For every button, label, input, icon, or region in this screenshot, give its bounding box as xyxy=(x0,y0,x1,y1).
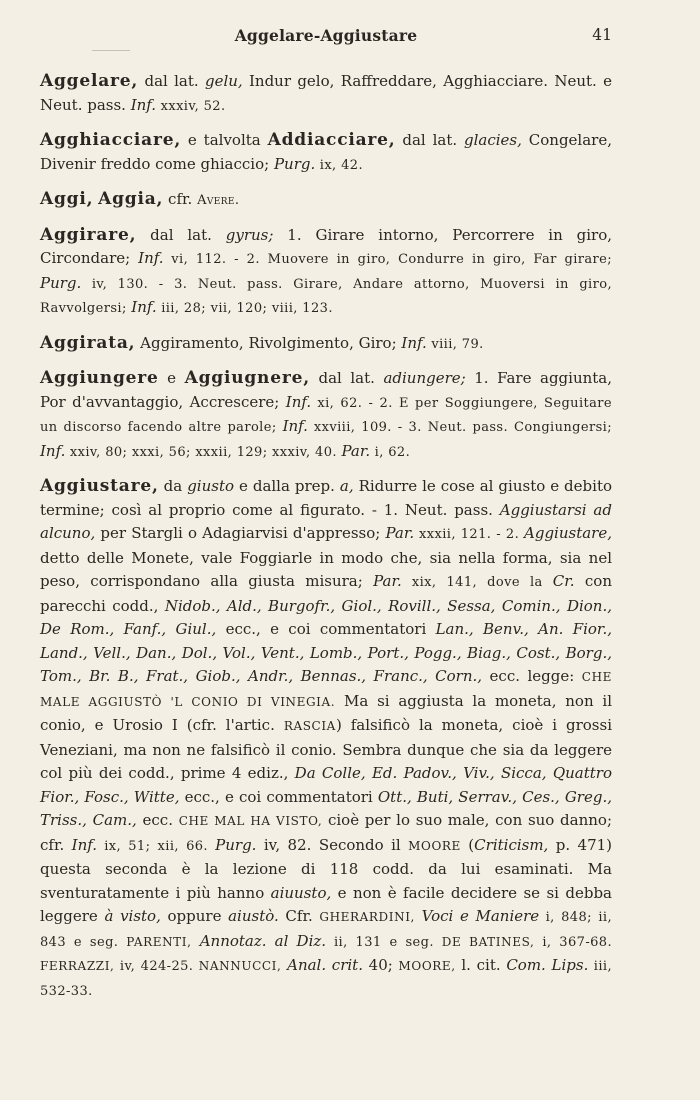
etymon: adiungere; xyxy=(383,369,466,387)
citation-work: Par. xyxy=(373,572,402,590)
text: l. cit. xyxy=(455,956,507,974)
entry-aggelare xyxy=(40,70,612,118)
citation-work: Inf. xyxy=(282,417,308,435)
book-title: Anal. crit. xyxy=(287,956,363,974)
text: Ridurre le cose al giusto e debito termine; così al proprio come al figurato. - 1. Neut. pass. xyxy=(40,477,612,519)
text: xi, 62. - 2. E per Soggiungere, Seguitare un discorso facendo altre parole; xyxy=(40,395,612,435)
text: con parecchi codd., xyxy=(40,572,612,615)
term: Aggiustare, xyxy=(524,524,612,542)
text: ( xyxy=(460,835,475,854)
text: da xyxy=(158,477,188,495)
text: dal lat. xyxy=(136,225,226,244)
cross-reference: RASCIA xyxy=(283,719,336,733)
text: iv, 424-25. xyxy=(114,959,199,974)
citation-work: Inf. xyxy=(71,835,98,854)
quoted-verse: CHE MAL HA VISTO, xyxy=(178,814,323,828)
cross-reference: Avere. xyxy=(197,193,240,208)
text: per Stargli o Adagiarvisi d'appresso; xyxy=(95,524,386,542)
text: iii, 532-33. xyxy=(40,959,613,999)
phrase: Aggiustarsi ad alcuno, xyxy=(40,500,612,542)
text: xxiv, 80; xxxi, 56; xxxii, 129; xxxiv, 40. xyxy=(65,444,342,460)
headword: Aggi, xyxy=(40,189,94,209)
text: 1. Fare aggiunta, Por d'avvantaggio, Accrescere; xyxy=(40,369,613,411)
headword-variant: Addiacciare, xyxy=(267,130,396,150)
text: ecc. legge: xyxy=(482,667,582,685)
entry-aggirata xyxy=(40,332,612,357)
text: ecc., e coi commentatori xyxy=(216,620,436,638)
etymon: glacies, xyxy=(464,131,522,149)
text: xxxii, 121. - 2. xyxy=(414,527,525,542)
book-title: Criticism, xyxy=(474,835,549,854)
headword-variant: Aggia, xyxy=(98,189,164,209)
headword: Aggirare, xyxy=(40,224,137,245)
text: cioè per lo suo male, con suo danno; cfr. xyxy=(40,811,613,854)
commentators-list: Ott., Buti, Serrav., Ces., Greg., Triss., Cam., xyxy=(40,787,612,829)
text: Aggiramento, Rivolgimento, Giro; xyxy=(135,333,402,352)
book-title: Com. Lips. xyxy=(506,956,589,974)
text: 40; xyxy=(362,956,399,974)
term: giusto xyxy=(187,477,235,495)
citation-work: Par. xyxy=(341,441,371,460)
editions-list: Nidob., Ald., Burgofr., Giol., Rovill., Sessa, Comin., Dion., De Rom., Fanf., Giul., xyxy=(40,596,613,638)
author-name: MOORE, xyxy=(398,959,456,973)
page-header xyxy=(40,26,612,48)
citation-ref: i, 62. xyxy=(370,444,411,460)
text: iv, 82. Secondo il xyxy=(256,835,409,854)
text: Congelare, Divenir freddo come ghiaccio; xyxy=(40,131,612,173)
text: xxviii, 109. - 3. Neut. pass. Congiungersi; xyxy=(307,420,612,435)
text: vi, 112. - 2. Muovere in giro, Condurre in giro, Far girare; xyxy=(163,252,613,267)
text: e non è facile decidere se si debba leggere xyxy=(40,883,612,925)
text: e xyxy=(158,369,185,387)
etymon: gyrus; xyxy=(225,225,274,244)
text: ii, 131 e seg. xyxy=(326,934,442,950)
text: dal lat. xyxy=(395,131,465,149)
citation-ref: viii, 79. xyxy=(426,336,484,352)
author-name: DE BATINES, xyxy=(441,934,535,949)
citation-work: Inf. xyxy=(285,392,312,411)
text: detto delle Monete, vale Foggiarle in modo che, sia nella forma, sia nel peso, corrispondano alla giusta misura; xyxy=(40,548,612,590)
text: Ma si aggiusta la moneta, non il conio, e Urosio I (cfr. l'artic. xyxy=(40,691,612,734)
headword: Aggirata, xyxy=(40,332,136,353)
text xyxy=(192,932,200,950)
text: dal lat. xyxy=(309,369,384,387)
source-abbrev: Cr. xyxy=(552,572,575,590)
term: a, xyxy=(339,477,354,495)
entry-aggirare xyxy=(40,224,612,321)
text: ecc. xyxy=(136,811,179,829)
citation-work: Purg. xyxy=(215,835,257,854)
text: i, 367-68. xyxy=(534,934,612,950)
citation-ref: iii, 28; vii, 120; viii, 123. xyxy=(156,301,333,316)
commentators-list: Lan., Benv., An. Fior., Land., Vell., Dan., Dol., Vol., Vent., Lomb., Port., Pogg., Biag., Cost., Borg., Tom., Br. B., Frat., Giob., Andr., Bennas., Franc., Corn., xyxy=(40,620,612,685)
citation-work: Par. xyxy=(385,524,415,542)
author-name: NANNUCCI, xyxy=(198,959,282,973)
text xyxy=(415,907,422,925)
text: e dalla prep. xyxy=(234,477,340,495)
etymon: gelu, xyxy=(204,72,243,90)
citation-ref: ix, 42. xyxy=(315,157,363,173)
text: dal lat. xyxy=(138,72,205,90)
entry-aggi xyxy=(40,188,612,213)
book-title: Annotaz. al Diz. xyxy=(199,931,327,950)
citation-work: Inf. xyxy=(138,249,164,267)
text: xix, 141, dove la xyxy=(401,575,553,590)
headword: Agghiacciare, xyxy=(40,130,182,150)
citation-work: Inf. xyxy=(401,333,427,352)
citation-work: Purg. xyxy=(273,154,316,173)
headword: Aggiustare, xyxy=(40,476,159,496)
text: ix, 51; xii, 66. xyxy=(97,838,216,854)
headword: Aggelare, xyxy=(40,71,139,91)
reading-variant: aiuusto, xyxy=(270,883,332,902)
running-head: Aggelare-Aggiustare xyxy=(234,26,418,45)
print-smudge xyxy=(92,50,130,51)
citation-work: Inf. xyxy=(131,298,157,316)
citation-ref: xxxiv, 52. xyxy=(156,98,226,114)
author-name: MOORE xyxy=(408,838,461,853)
text: p. 471) questa seconda è la lezione di 118 codd. da lui esaminati. Ma sventuratamente i più hanno xyxy=(40,835,613,902)
author-name: PARENTI, xyxy=(126,934,192,949)
text: ) falsificò la moneta, cioè i grossi Veneziani, ma non ne falsificò il conio. Sembra dunque che sia da leggere col più dei codd., prime 4 ediz., xyxy=(40,716,613,782)
citation-work: Inf. xyxy=(40,441,66,460)
reading-variant: aiustò. xyxy=(228,907,279,925)
book-title: Voci e Maniere xyxy=(421,907,540,925)
headword-variant: Aggiugnere, xyxy=(184,368,310,388)
text: oppure xyxy=(160,907,229,925)
entry-agghiacciare xyxy=(40,129,612,177)
text: ecc., e coi commentatori xyxy=(179,787,378,806)
reading-variant: à visto, xyxy=(104,907,161,925)
headword: Aggiungere xyxy=(40,368,159,388)
editions-list: Da Colle, Ed. Padov., Viv., Sicca, Quattro Fior., Fosc., Witte, xyxy=(40,764,612,806)
text: 1. Girare intorno, Percorrere in giro, Circondare; xyxy=(40,225,612,267)
text: i, 848; ii, 843 e seg. xyxy=(40,910,612,950)
text: iv, 130. - 3. Neut. pass. Girare, Andare attorno, Muoversi in giro, Ravvolgersi; xyxy=(40,276,612,316)
entry-aggiustare xyxy=(40,475,612,1003)
text: Cfr. xyxy=(278,907,320,925)
quoted-verse: CHE MALE AGGIUSTÒ 'L CONIO DI VINEGIA. xyxy=(40,670,613,709)
text: cfr. xyxy=(163,190,198,208)
dictionary-body xyxy=(40,70,612,1014)
entry-aggiungere xyxy=(40,367,612,464)
page-number: 41 xyxy=(592,26,612,44)
citation-work: Inf. xyxy=(130,95,157,114)
author-name: GHERARDINI, xyxy=(319,910,415,924)
text: Indur gelo, Raffreddare, Agghiacciare. Neut. e Neut. pass. xyxy=(40,72,612,114)
citation-work: Purg. xyxy=(40,273,82,292)
text: e talvolta xyxy=(181,131,268,149)
author-name: FERRAZZI, xyxy=(40,959,115,973)
